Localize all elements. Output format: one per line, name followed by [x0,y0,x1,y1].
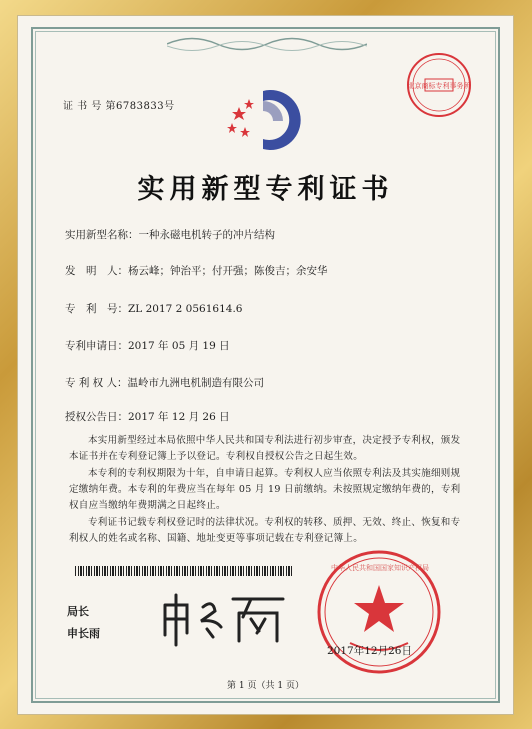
grant-date-row [65,409,230,424]
ornament-border-top [167,33,367,55]
utility-name-value: 一种永磁电机转子的冲片结构 [138,229,275,241]
inventor-row [65,263,328,278]
filing-date-value: 2017 年 05 月 19 日 [128,340,230,352]
barcode [75,566,293,576]
patent-number-row [65,301,242,316]
patent-number-value: ZL 2017 2 0561614.6 [128,303,243,315]
stamp-top-text: 北京商标专利事务所 [407,82,471,90]
seal-ring-text: 中华人民共和国国家知识产权局 [331,564,429,572]
certificate-title: 实用新型专利证书 [137,174,394,205]
certificate-number: 证 书 号 第6783833号 [63,101,175,112]
filing-date-row [65,338,230,353]
patent-holder-value: 温岭市九洲电机制造有限公司 [127,377,265,389]
agency-stamp-icon [405,51,473,119]
filing-date-label: 专利申请日： [65,340,128,352]
legal-paragraph-1: 本实用新型经过本局依照中华人民共和国专利法进行初步审查，决定授予专利权，颁发本证书并在专利登记簿上予以登记。专利权自授权公告之日起生效。 [69,435,461,462]
certificate-paper [17,15,514,715]
patent-office-logo-icon [225,85,303,155]
grant-date-value: 2017 年 12 月 26 日 [128,411,230,423]
inventor-value: 杨云峰；钟治平；付开强；陈俊吉；余安华 [128,265,328,277]
patent-holder-row [65,375,264,390]
director-signature-icon [155,587,295,647]
legal-paragraph-2: 本专利的专利权期限为十年，自申请日起算。专利权人应当依照专利法及其实施细则规定缴纳年费。本专利的年费应当在每年 05 月 19 日前缴纳。未按照规定缴纳年费的，专利权自应当缴纳年费期满之日起终止。 [69,468,461,511]
utility-name-label: 实用新型名称： [65,229,139,241]
patent-holder-label: 专 利 权 人： [65,377,128,389]
director-name: 申长雨 [67,627,100,640]
seal-date: 2017年12月26日 [327,645,412,657]
patent-number-label: 专 利 号： [65,303,128,315]
page-footer: 第 1 页（共 1 页） [227,681,304,691]
grant-date-label: 授权公告日： [65,411,128,423]
inventor-label: 发 明 人： [65,265,128,277]
utility-name-row [65,227,275,242]
legal-paragraph-3: 专利证书记载专利权登记时的法律状况。专利权的转移、质押、无效、终止、恢复和专利权人的姓名或名称、国籍、地址变更等事项记载在专利登记簿上。 [69,517,461,544]
director-title: 局长 [67,605,89,618]
